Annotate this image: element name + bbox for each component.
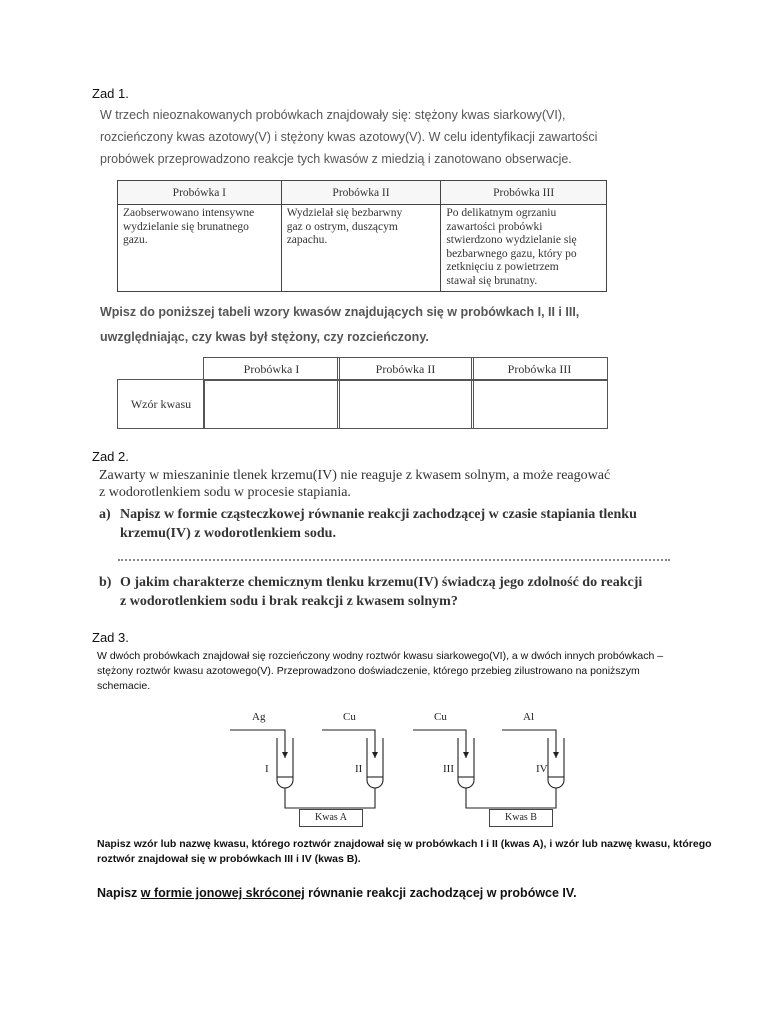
observations-header: Probówka II xyxy=(281,181,441,205)
instruction-line: uwzględniając, czy kwas był stężony, czy rozcieńczony. xyxy=(100,330,429,344)
answer-header: Probówka I xyxy=(203,357,340,381)
zad1-intro-line: probówek przeprowadzono reakcje tych kwasów z miedzią i zanotowano obserwacje. xyxy=(100,152,572,166)
acid-b-label: Kwas B xyxy=(489,809,553,827)
metal-label: Cu xyxy=(343,711,356,723)
zad1-heading: Zad 1. xyxy=(92,86,129,101)
tube-label: I xyxy=(265,763,269,775)
question-line: Napisz wzór lub nazwę kwasu, którego roztwór znajdował się w probówkach I i II (kwas A), i wzór lub nazwę kwasu, którego xyxy=(97,838,712,850)
zad2-b-marker: b) xyxy=(99,575,112,590)
observation-line: bezbarwnego gazu, który po xyxy=(446,247,577,260)
arrow-down-icon xyxy=(553,752,559,758)
acid-a-label: Kwas A xyxy=(299,809,363,827)
zad2-b-line: z wodorotlenkiem sodu i brak reakcji z kwasem solnym? xyxy=(120,594,458,609)
tube-label: IV xyxy=(536,763,548,775)
observation-line: stwierdzono wydzielanie się xyxy=(446,234,577,246)
zad3-intro-line: W dwóch probówkach znajdował się rozcieńczony wodny roztwór kwasu siarkowego(VI), a w dwóch innych probówkach – xyxy=(97,650,664,662)
metal-label: Ag xyxy=(252,711,266,723)
observation-line: gazu. xyxy=(123,234,148,246)
answer-header: Probówka II xyxy=(337,357,474,381)
zad2-a-line: krzemu(IV) z wodorotlenkiem sodu. xyxy=(120,526,336,541)
zad1-intro-line: rozcieńczony kwas azotowy(V) i stężony kwas azotowy(V). W celu identyfikacji zawartości xyxy=(100,130,598,144)
tube-label: II xyxy=(355,763,363,775)
observation-line: Po delikatnym ogrzaniu xyxy=(446,207,557,219)
answer-header: Probówka III xyxy=(471,357,608,381)
answer-row-label: Wzór kwasu xyxy=(117,379,205,429)
question-2-underlined: w formie jonowej skróconej xyxy=(140,886,305,900)
observation-line: zetknięciu z powietrzem xyxy=(446,261,559,273)
zad2-a-line: Napisz w formie cząsteczkowej równanie reakcji zachodzącej w czasie stapiania tlenku xyxy=(120,507,637,522)
question-2-pre: Napisz xyxy=(97,886,141,900)
arrow-down-icon xyxy=(372,752,378,758)
observation-line: zawartości probówki xyxy=(446,220,543,233)
zad2-b-line: O jakim charakterze chemicznym tlenku krzemu(IV) świadczą jego zdolność do reakcji xyxy=(120,575,643,590)
observation-line: Zaobserwowano intensywne xyxy=(123,207,255,219)
connector-acid-b xyxy=(466,788,556,808)
tube-label: III xyxy=(443,763,454,775)
zad2-intro-line: z wodorotlenkiem sodu w procesie stapiania. xyxy=(99,485,351,500)
question-2-post: równanie reakcji zachodzącej w probówce IV. xyxy=(304,886,577,900)
observations-header: Probówka III xyxy=(441,181,607,205)
observation-line: wydzielanie się brunatnego xyxy=(123,220,249,233)
zad2-a-marker: a) xyxy=(99,507,111,522)
metal-label: Al xyxy=(523,711,534,723)
instruction-line: Wpisz do poniższej tabeli wzory kwasów znajdujących się w probówkach I, II i III, xyxy=(100,305,580,319)
observations-header: Probówka I xyxy=(118,181,282,205)
observation-line: stawał się brunatny. xyxy=(446,274,538,287)
observation-line: gaz o ostrym, duszącym xyxy=(286,220,398,233)
zad3-intro-line: stężony roztwór kwasu azotowego(V). Przeprowadzono doświadczenie, którego przebieg zilustrowano na poniższym xyxy=(97,665,640,677)
observation-line: Wydzielał się bezbarwny xyxy=(286,207,403,219)
zad1-intro-line: W trzech nieoznakowanych probówkach znajdowały się: stężony kwas siarkowy(VI), xyxy=(100,108,566,122)
arrow-down-icon xyxy=(463,752,469,758)
zad2-intro-line: Zawarty w mieszaninie tlenek krzemu(IV) nie reaguje z kwasem solnym, a może reagować xyxy=(99,468,611,483)
connector-acid-a xyxy=(285,788,375,808)
zad3-heading: Zad 3. xyxy=(92,630,129,645)
metal-label: Cu xyxy=(434,711,447,723)
observation-line: zapachu. xyxy=(286,234,328,246)
zad2-heading: Zad 2. xyxy=(92,449,129,464)
zad3-intro-line: schemacie. xyxy=(97,680,151,692)
arrow-down-icon xyxy=(282,752,288,758)
zad3-question-1 xyxy=(97,837,747,867)
zad3-question-2 xyxy=(97,886,577,900)
question-line: roztwór znajdował się w probówkach III i IV (kwas B). xyxy=(97,853,361,865)
